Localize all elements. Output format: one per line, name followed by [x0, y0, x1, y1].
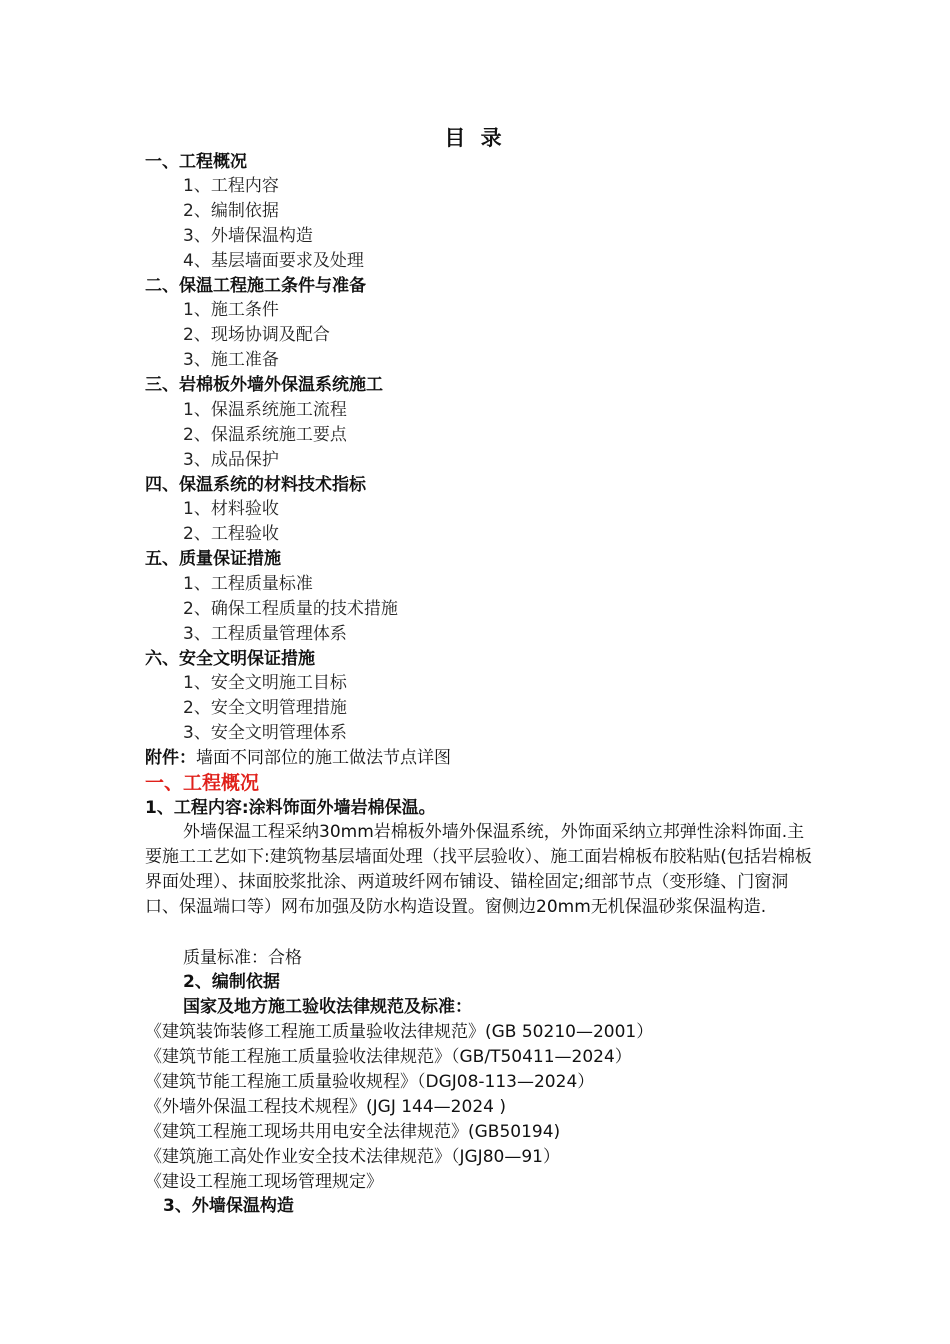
standard-item: 《建筑施工高处作业安全技术法律规范》（JGJ80—91） [145, 1147, 560, 1167]
standard-item: 《建筑工程施工现场共用电安全法律规范》(GB50194) [145, 1122, 561, 1142]
toc-title: 目 录 [444, 126, 506, 150]
toc-section-1-heading: 一、工程概况 [145, 152, 247, 172]
toc-item: 3、施工准备 [183, 350, 279, 370]
quality-standard-line: 质量标准：合格 [183, 948, 302, 968]
toc-item: 1、安全文明施工目标 [183, 673, 347, 693]
toc-item: 2、安全文明管理措施 [183, 698, 347, 718]
toc-appendix [145, 746, 451, 770]
toc-item: 4、基层墙面要求及处理 [183, 251, 364, 271]
toc-section-2-heading: 二、保温工程施工条件与准备 [145, 276, 366, 296]
toc-item: 3、成品保护 [183, 450, 279, 470]
toc-item: 1、工程内容 [183, 176, 279, 196]
toc-item: 2、现场协调及配合 [183, 325, 330, 345]
toc-section-5-heading: 五、质量保证措施 [145, 549, 281, 569]
toc-item: 2、保温系统施工要点 [183, 425, 347, 445]
toc-section-6-heading: 六、安全文明保证措施 [145, 649, 315, 669]
toc-item: 2、编制依据 [183, 201, 279, 221]
toc-item: 2、工程验收 [183, 524, 279, 544]
standard-item: 《外墙外保温工程技术规程》(JGJ 144—2024 ) [145, 1097, 506, 1117]
subsection-3-heading: 3、外墙保温构造 [163, 1196, 294, 1216]
subsection-1-heading: 1、工程内容:涂料饰面外墙岩棉保温。 [145, 798, 436, 818]
toc-section-4-heading: 四、保温系统的材料技术指标 [145, 475, 366, 495]
toc-section-3-heading: 三、岩棉板外墙外保温系统施工 [145, 375, 383, 395]
standards-intro: 国家及地方施工验收法律规范及标准： [183, 997, 472, 1017]
appendix-text: 墙面不同部位的施工做法节点详图 [196, 748, 451, 768]
standard-item: 《建筑节能工程施工质量验收法律规范》（GB/T50411—2024） [145, 1047, 632, 1067]
subsection-2-heading: 2、编制依据 [183, 972, 280, 992]
section-1-heading: 一、工程概况 [145, 772, 260, 794]
toc-item: 3、工程质量管理体系 [183, 624, 347, 644]
toc-item: 1、施工条件 [183, 300, 279, 320]
standard-item: 《建筑装饰装修工程施工质量验收法律规范》(GB 50210—2001） [145, 1022, 654, 1042]
toc-item: 1、保温系统施工流程 [183, 400, 347, 420]
appendix-label: 附件： [145, 748, 196, 768]
toc-item: 2、确保工程质量的技术措施 [183, 599, 398, 619]
toc-item: 1、材料验收 [183, 499, 279, 519]
toc-item: 3、安全文明管理体系 [183, 723, 347, 743]
subsection-1-paragraph: 外墙保温工程采纳30mm岩棉板外墙外保温系统，外饰面采纳立邦弹性涂料饰面.主要施工工艺如下:建筑物基层墙面处理（找平层验收）、施工面岩棉板布胶粘贴(包括岩棉板界面处理）、抹面胶浆批涂、两道玻纤网布铺设、锚栓固定;细部节点（变形缝、门窗洞口、保温端口等）网布加强及防水构造设置。窗侧边20mm无机保温砂浆保温构造. [145, 822, 812, 917]
standard-item: 《建设工程施工现场管理规定》 [145, 1172, 383, 1192]
standard-item: 《建筑节能工程施工质量验收规程》（DGJ08-113—2024） [145, 1072, 595, 1092]
toc-item: 1、工程质量标准 [183, 574, 313, 594]
toc-item: 3、外墙保温构造 [183, 226, 313, 246]
